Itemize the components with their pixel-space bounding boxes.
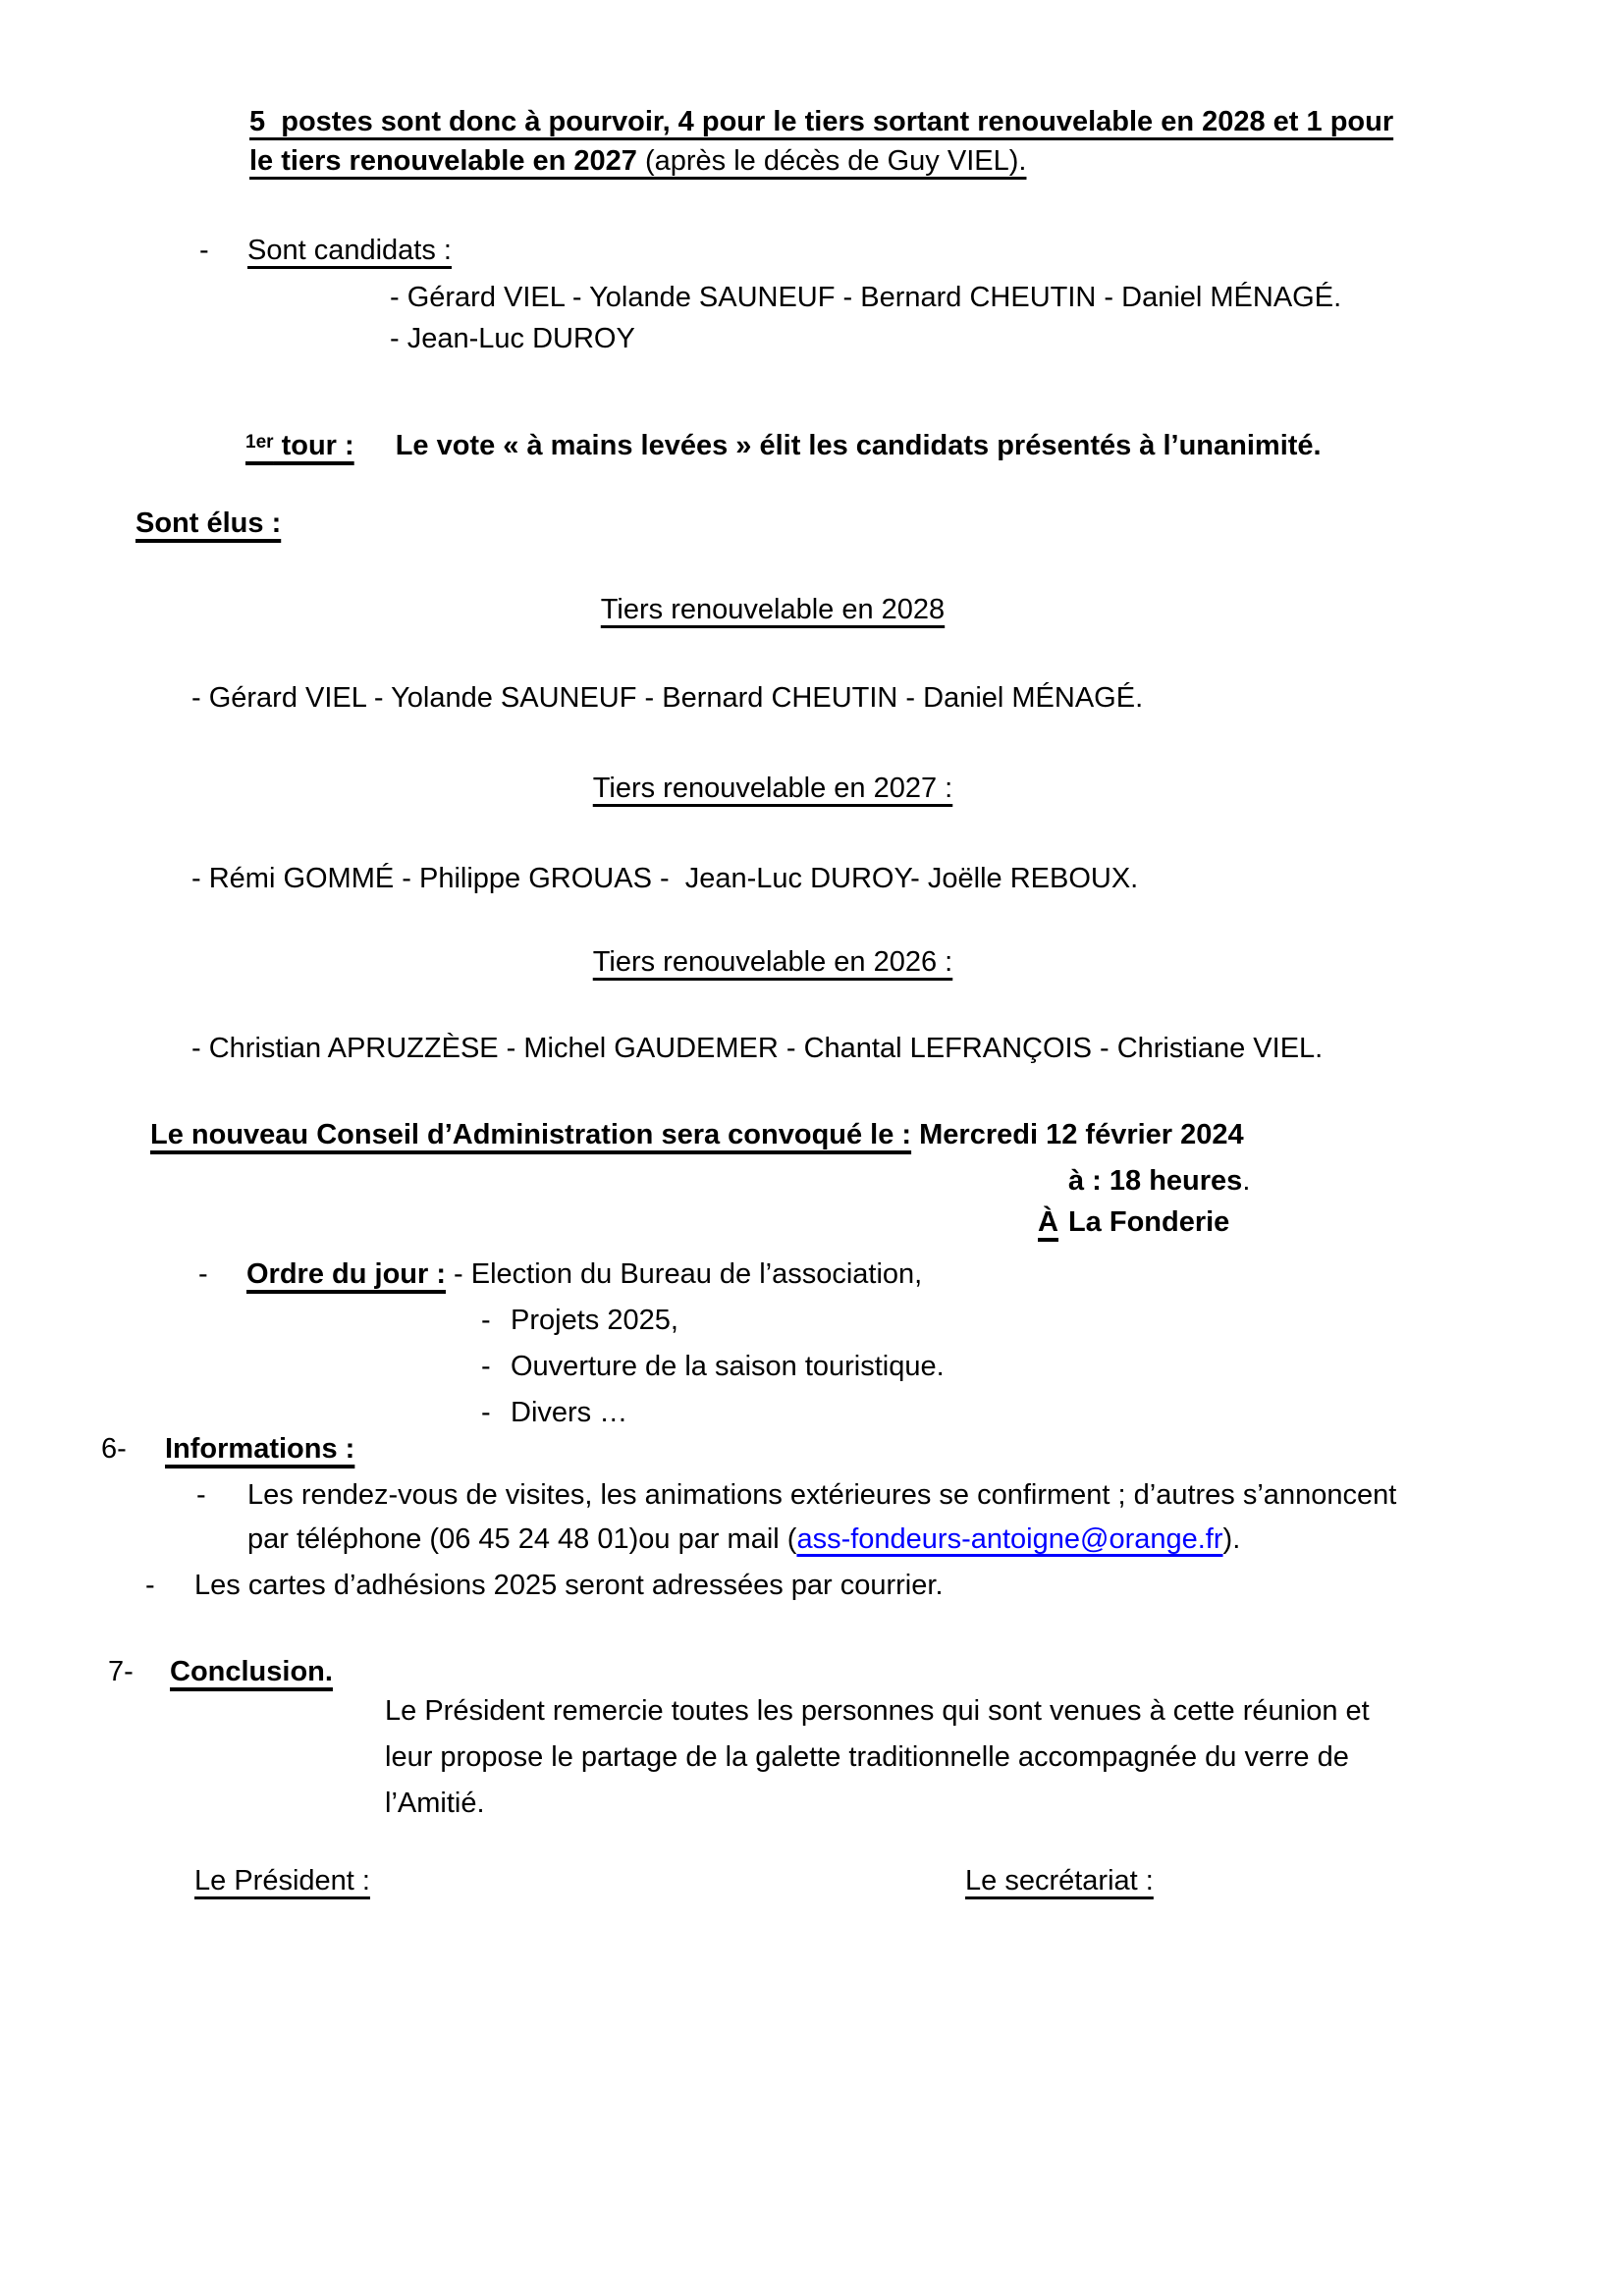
list-dash: - — [481, 1397, 491, 1428]
agenda-item-2: - Projets 2025, — [481, 1305, 678, 1336]
info-item-1-line-1: - Les rendez-vous de visites, les animations extérieures se confirment ; d’autres s’annoncent — [196, 1479, 1397, 1511]
first-round-text: Le vote « à mains levées » élit les candidats présentés à l’unanimité. — [395, 430, 1322, 461]
tier-2027-heading: Tiers renouvelable en 2027 : — [592, 773, 953, 804]
convocation-line — [150, 1121, 1244, 1149]
candidates-label: Sont candidats : — [247, 235, 452, 266]
agenda-item-1: - Election du Bureau de l’association, — [446, 1258, 923, 1290]
convocation-label: Le nouveau Conseil d’Administration sera convoqué le : — [150, 1119, 912, 1150]
tier-2026-names: - Christian APRUZZÈSE - Michel GAUDEMER - Chantal LEFRANÇOIS - Christiane VIEL. — [191, 1033, 1324, 1064]
secretariat-signature-label: Le secrétariat : — [965, 1865, 1154, 1896]
intro-line2-bold: le tiers renouvelable en 2027 — [249, 145, 645, 177]
candidates-line-1: - Gérard VIEL - Yolande SAUNEUF - Bernard CHEUTIN - Daniel MÉNAGÉ. — [390, 282, 1342, 313]
info-item-1-line-2: par téléphone (06 45 24 48 01)ou par mail (ass-fondeurs-antoigne@orange.fr). — [247, 1523, 1241, 1555]
tier-2028-names: - Gérard VIEL - Yolande SAUNEUF - Bernard CHEUTIN - Daniel MÉNAGÉ. — [191, 682, 1144, 714]
candidates-label-line — [199, 237, 452, 265]
conclusion-paragraph: Le Président remercie toutes les personnes qui sont venues à cette réunion et leur propose le partage de la galette traditionnelle accompagnée du verre de l’Amitié. — [385, 1695, 1370, 1819]
agenda-item-3: - Ouverture de la saison touristique. — [481, 1351, 945, 1382]
list-dash: - — [481, 1351, 491, 1382]
convocation-time: à : 18 heures. — [1068, 1165, 1251, 1197]
place-name: La Fonderie — [1067, 1206, 1230, 1238]
email-link[interactable]: ass-fondeurs-antoigne@orange.fr — [796, 1523, 1223, 1555]
list-dash: - — [481, 1305, 491, 1336]
candidates-line-2: - Jean-Luc DUROY — [390, 323, 635, 354]
agenda-label: Ordre du jour : — [246, 1258, 446, 1290]
tier-2027-names: - Rémi GOMMÉ - Philippe GROUAS - Jean-Luc DUROY- Joëlle REBOUX. — [191, 863, 1139, 894]
agenda-line — [198, 1260, 922, 1289]
list-dash: - — [145, 1570, 155, 1601]
conclusion-label: Conclusion. — [170, 1656, 333, 1687]
tier-2026-heading: Tiers renouvelable en 2026 : — [592, 946, 953, 978]
section-number: 6- — [101, 1433, 127, 1465]
first-round-line — [245, 428, 1322, 460]
elected-label: Sont élus : — [135, 507, 282, 539]
list-dash: - — [196, 1479, 206, 1511]
intro-line2-normal: (après le décès de Guy VIEL). — [644, 145, 1027, 177]
list-dash: - — [199, 235, 209, 266]
informations-label: Informations : — [165, 1433, 355, 1465]
informations-heading — [101, 1435, 354, 1464]
conclusion-heading — [108, 1658, 333, 1686]
intro-line1: 5 postes sont donc à pourvoir, 4 pour le tiers sortant renouvelable en 2028 et 1 pour — [249, 106, 1394, 137]
first-round-ordinal: 1er — [245, 432, 274, 453]
agenda-item-4: - Divers … — [481, 1397, 628, 1428]
first-round-label: $^{1er}$ tour : — [245, 430, 354, 461]
convocation-date: Mercredi 12 février 2024 — [911, 1119, 1244, 1150]
intro-paragraph — [249, 102, 1393, 181]
president-signature-label: Le Président : — [194, 1865, 370, 1896]
info-item-2: - Les cartes d’adhésions 2025 seront adressées par courrier. — [145, 1570, 944, 1601]
convocation-place — [1038, 1208, 1229, 1237]
tier-2028-heading: Tiers renouvelable en 2028 — [600, 594, 946, 625]
place-initial: À — [1038, 1206, 1058, 1238]
list-dash: - — [198, 1258, 208, 1290]
section-number: 7- — [108, 1656, 134, 1687]
